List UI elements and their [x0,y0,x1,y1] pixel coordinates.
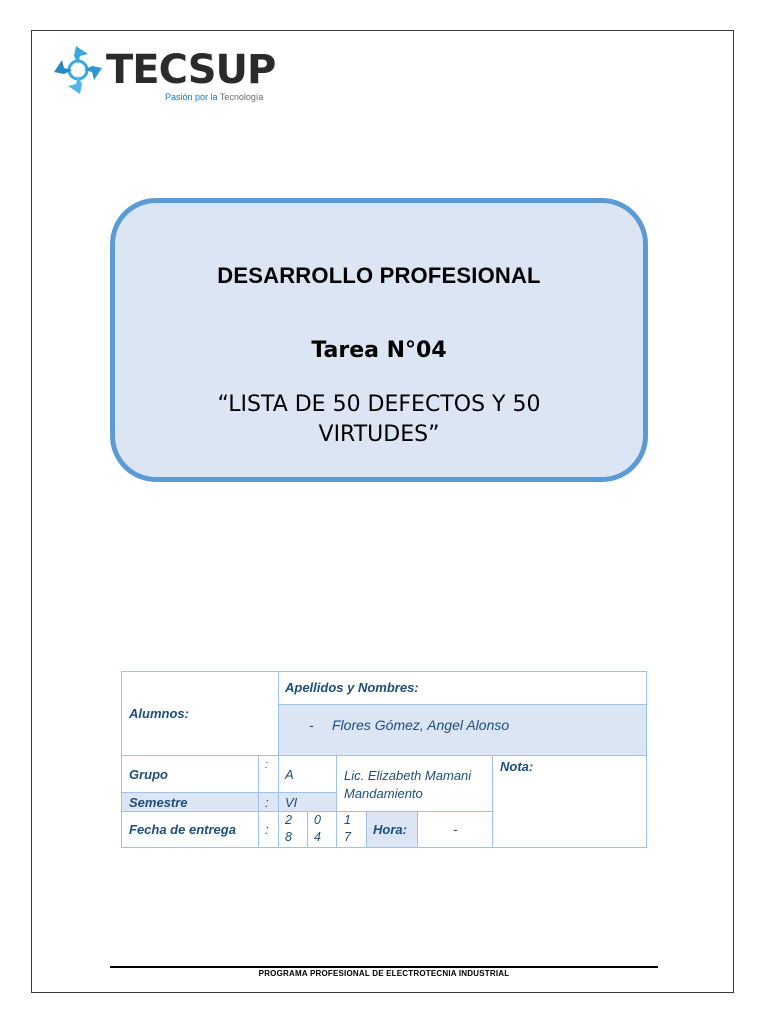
grupo-colon-cell [258,755,279,793]
footer-program: PROGRAMA PROFESIONAL DE ELECTROTECNIA INDUSTRIAL [258,969,510,978]
tagline-part1: Pasión por la [165,92,218,102]
footer-rule [110,966,658,968]
fecha-day-digit-1: 2 [285,813,292,827]
fecha-year-cell [336,811,367,848]
fecha-day-cell [278,811,308,848]
hora-value: - [453,822,458,837]
fecha-label-cell [121,811,259,848]
title-box [110,198,648,482]
page-frame [31,30,734,993]
tecsup-arrows-icon [52,44,104,96]
fecha-month-cell [307,811,337,848]
alumnos-cell [121,671,279,756]
course-title: DESARROLLO PROFESIONAL [217,263,541,288]
hora-value-cell [417,811,493,848]
semestre-value: VI [285,795,298,810]
hora-label: Hora: [373,822,407,837]
semestre-colon: : [265,795,269,810]
apellidos-label: Apellidos y Nombres: [285,680,419,695]
student-name: Flores Gómez, Angel Alonso [332,717,510,733]
task-number: Tarea N°04 [311,338,447,363]
grupo-value: A [285,767,294,782]
grupo-label-cell [121,755,259,793]
nota-label: Nota: [500,759,534,774]
semestre-colon-cell [258,792,279,812]
tecsup-logo [52,44,292,108]
tagline-part2: Tecnología [219,92,264,102]
student-dash: - [309,717,314,733]
fecha-year-digit-1: 1 [344,813,351,827]
brand-name: TECSUP [106,47,276,93]
fecha-colon-cell [258,811,279,848]
brand-tagline [165,92,263,102]
fecha-month-digit-2: 4 [314,830,321,844]
teacher-cell [336,755,493,812]
student-info-table [121,671,647,848]
semestre-value-cell [278,792,337,812]
fecha-year-digit-2: 7 [344,830,351,844]
nota-cell [492,755,647,848]
student-name-cell [278,704,647,756]
task-subject: “LISTA DE 50 DEFECTOS Y 50 VIRTUDES” [217,392,541,447]
fecha-colon: : [265,822,269,837]
grupo-label: Grupo [129,767,168,782]
grupo-value-cell [278,755,337,793]
fecha-label: Fecha de entrega [129,822,236,837]
semestre-label: Semestre [129,795,188,810]
teacher-name: Lic. Elizabeth Mamani Mandamiento [344,768,472,801]
fecha-month-digit-1: 0 [314,813,321,827]
apellidos-cell [278,671,647,705]
semestre-label-cell [121,792,259,812]
grupo-colon: : [265,759,269,771]
alumnos-label: Alumnos: [129,706,189,721]
fecha-day-digit-2: 8 [285,830,292,844]
hora-label-cell [366,811,418,848]
